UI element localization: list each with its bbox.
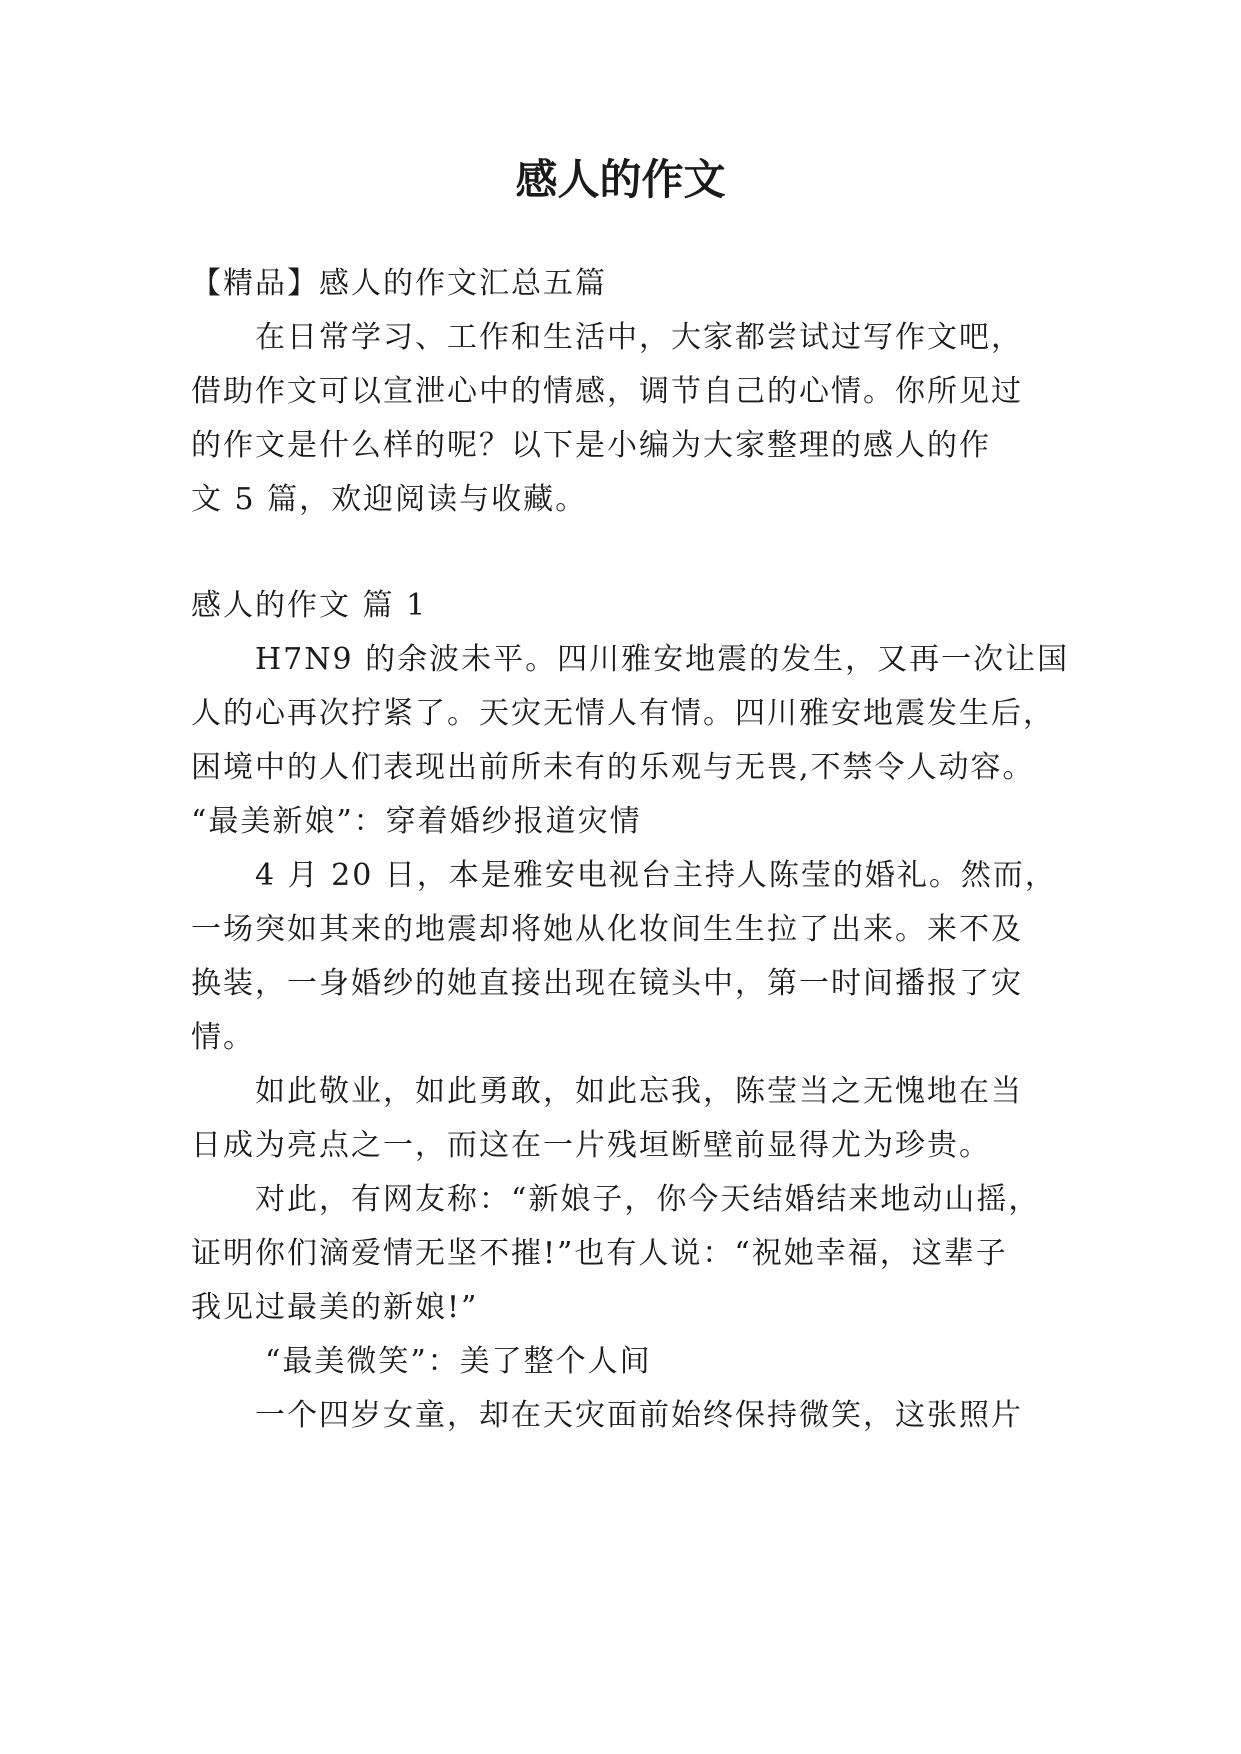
body-line: 证明你们滴爱情无坚不摧!”也有人说：“祝她幸福，这辈子: [191, 1236, 1008, 1271]
intro-line-2: 借助作文可以宣泄心中的情感，调节自己的心情。你所见过: [191, 374, 1023, 409]
intro-line-1: 在日常学习、工作和生活中，大家都尝试过写作文吧，: [255, 320, 1023, 355]
body-line: 困境中的人们表现出前所未有的乐观与无畏,不禁令人动容。: [191, 750, 1035, 785]
body-line: 如此敬业，如此勇敢，如此忘我，陈莹当之无愧地在当: [255, 1074, 1023, 1109]
intro-line-4: 文 5 篇，欢迎阅读与收藏。: [191, 482, 588, 517]
body-line: 人的心再次拧紧了。天灾无情人有情。四川雅安地震发生后，: [191, 696, 1055, 731]
subheading-line: “最美新娘”：穿着婚纱报道灾情: [191, 804, 642, 839]
body-line: H7N9 的余波未平。四川雅安地震的发生，又再一次让国: [255, 642, 1070, 677]
body-line: 情。: [191, 1020, 255, 1055]
body-line: 一个四岁女童，却在天灾面前始终保持微笑，这张照片: [255, 1398, 1023, 1433]
body-line: 一场突如其来的地震却将她从化妆间生生拉了出来。来不及: [191, 912, 1023, 947]
body-line: 4 月 20 日，本是雅安电视台主持人陈莹的婚礼。然而，: [255, 858, 1057, 893]
body-line: 我见过最美的新娘!”: [191, 1290, 479, 1325]
body-line: 日成为亮点之一，而这在一片残垣断壁前显得尤为珍贵。: [191, 1128, 991, 1163]
subheading-line: “最美微笑”：美了整个人间: [265, 1344, 652, 1379]
body-line: 对此，有网友称：“新娘子，你今天结婚结来地动山摇，: [255, 1182, 1041, 1217]
section-heading: 感人的作文 篇 1: [191, 588, 428, 623]
document-title: 感人的作文: [515, 155, 726, 204]
intro-line-3: 的作文是什么样的呢？以下是小编为大家整理的感人的作: [191, 428, 991, 463]
body-line: 换装，一身婚纱的她直接出现在镜头中，第一时间播报了灾: [191, 966, 1023, 1001]
doc-subtitle: 【精品】感人的作文汇总五篇: [191, 266, 607, 301]
